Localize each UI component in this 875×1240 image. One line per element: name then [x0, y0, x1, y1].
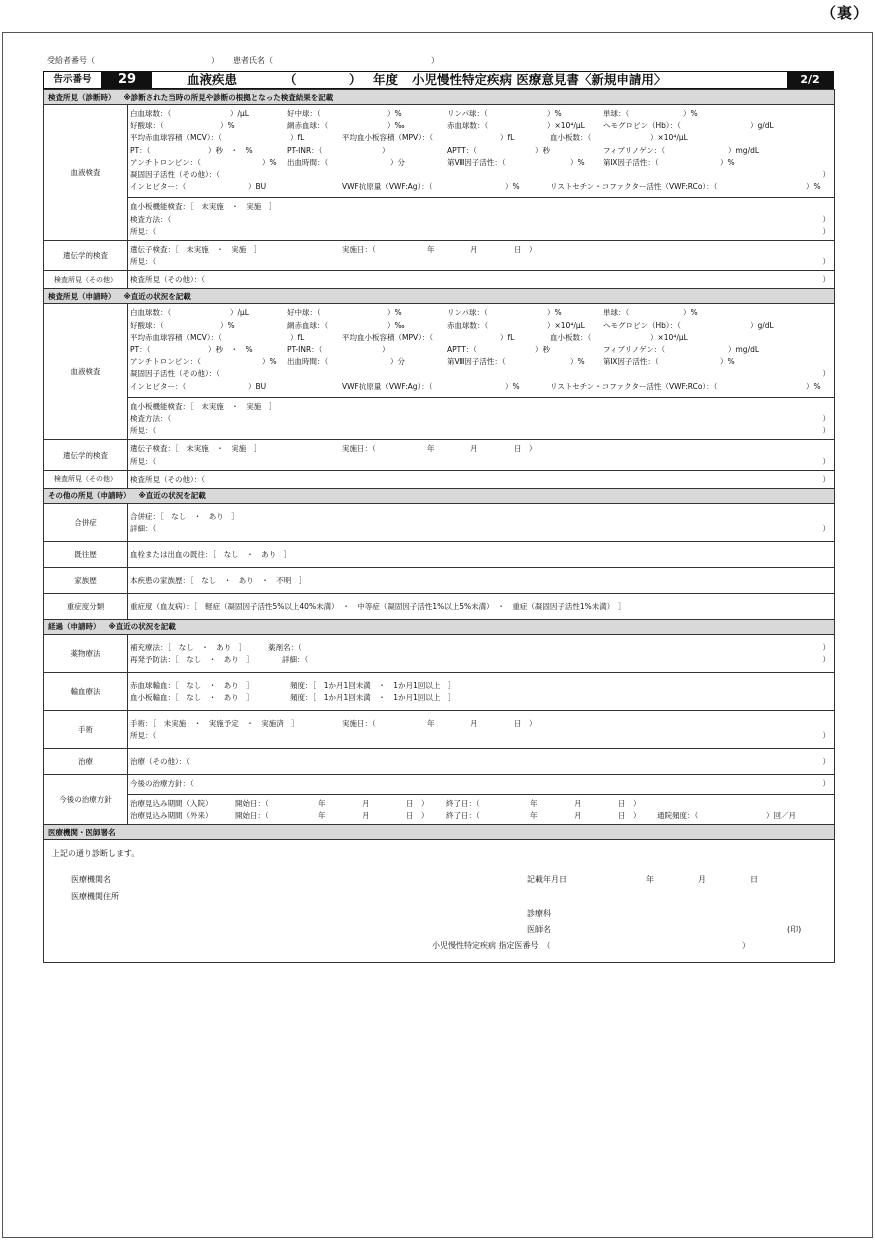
field-text: 血小板機能検査：［ 未実施 ・ 実施 ］ [130, 401, 277, 411]
disease-group: 血液疾患 [187, 72, 238, 87]
field-text: 網赤血球：（ [287, 121, 329, 131]
year-paren-close: ） [349, 72, 362, 87]
field-text: ）fL [290, 133, 305, 143]
field-line[interactable] [130, 320, 830, 332]
field-text: ）% [220, 320, 235, 330]
field-text: 出血時間：（ [287, 357, 329, 367]
fiscal-year-label: 年度 [373, 72, 399, 87]
field-text: ）BU [248, 182, 267, 192]
field-text: 白血球数：（ [130, 109, 172, 118]
family-history-row [44, 567, 835, 593]
field-text: 赤血球数：（ [447, 121, 489, 131]
blood-test-row [44, 105, 835, 241]
field-text: 月 [362, 811, 370, 821]
field-text: ） [382, 345, 390, 354]
field-text: 日 ） [406, 799, 429, 809]
field-text: 血小板輸血：［ なし ・ あり ］ [130, 692, 254, 702]
field-text: 月 [470, 718, 478, 728]
signature-area[interactable] [44, 840, 834, 962]
field-text: 合併症：［ なし ・ あり ］ [130, 511, 239, 521]
severity-label: 重症度分類 [44, 593, 128, 619]
severity-field[interactable] [128, 593, 835, 619]
field-text: ヘモグロビン（Hb）：（ [603, 121, 681, 131]
patient-name-label: 患者氏名（ [233, 56, 273, 65]
field-line[interactable] [130, 718, 830, 730]
field-text: ）‰ [387, 121, 405, 131]
field-text: 検査所見（その他）：（ [130, 275, 205, 285]
field-text: ）/μL [230, 308, 249, 318]
field-text: ） [822, 756, 831, 766]
field-text: 開始日：（ [235, 811, 269, 821]
field-text: 好中球：（ [287, 308, 321, 318]
field-text: ）mg/dL [728, 145, 760, 155]
field-text: 第Ⅸ因子活性：（ [603, 157, 659, 167]
field-text: ）秒 [535, 345, 550, 354]
field-text: ） [822, 169, 831, 179]
notice-number: 29 [102, 72, 152, 88]
field-line[interactable] [130, 181, 830, 193]
field-text: 第Ⅸ因子活性：（ [603, 357, 659, 367]
field-text: PT-INR：（ [287, 145, 323, 155]
field-text: アンチトロンビン：（ [130, 157, 201, 167]
field-line[interactable] [130, 443, 830, 455]
field-line[interactable] [130, 549, 830, 561]
field-text: APTT：（ [447, 145, 477, 155]
field-text: PT：（ [130, 145, 151, 155]
field-text: ） [822, 413, 831, 423]
field-text: 日 ） [618, 799, 641, 809]
field-text: ）% [683, 308, 698, 318]
field-text: PT：（ [130, 345, 151, 354]
field-text: 遺伝子検査：［ 未実施 ・ 実施 ］ [130, 444, 262, 454]
field-text: 年 [318, 811, 326, 821]
field-text: ）秒 ・ % [208, 145, 253, 155]
field-text: リストセチン・コファクター活性（VWF:RCo）：（ [550, 381, 718, 391]
surgery-label: 手術 [44, 710, 128, 748]
field-text: 血小板数：（ [550, 133, 592, 143]
genetic-test-row [44, 440, 835, 470]
section-title: 検査所見（申請時） [48, 291, 116, 301]
field-line[interactable] [130, 132, 830, 144]
field-text: VWF抗原量（VWF:Ag）：（ [342, 182, 433, 192]
field-text: 本疾患の家族歴：［ なし ・ あり ・ 不明 ］ [130, 575, 307, 585]
field-line[interactable] [130, 274, 830, 286]
field-text: 手術：［ 未実施 ・ 実施予定 ・ 実施済 ］ [130, 718, 299, 728]
section-diagnosis [44, 90, 835, 105]
field-text: 平均赤血球容積（MCV）：（ [130, 133, 222, 143]
field-text: ）分 [390, 357, 405, 367]
field-text: ） [822, 226, 831, 236]
field-text: 終了日：（ [446, 811, 480, 821]
field-text: 年 [427, 244, 435, 254]
history-row [44, 541, 835, 567]
treatment-label: 治療 [44, 748, 128, 774]
field-line[interactable] [130, 368, 830, 380]
field-text: ） [822, 369, 831, 379]
field-text: ）% [505, 381, 520, 391]
blood-test-label: 血液検査 [44, 304, 128, 440]
date-month: 月 [698, 875, 706, 885]
field-line[interactable] [130, 730, 830, 742]
field-text: ） [822, 523, 831, 533]
year-paren-open: （ [284, 72, 297, 87]
field-text: ）g/dL [750, 121, 774, 131]
field-text: 再発予防法：［ なし ・ あり ］ [130, 654, 254, 664]
field-text: 凝固因子活性（その他）：（ [130, 369, 220, 379]
field-text: 第Ⅷ因子活性：（ [447, 157, 506, 167]
field-text: 検査方法：（ [130, 214, 172, 224]
medical-opinion-form [43, 55, 834, 963]
field-text: リンパ球：（ [447, 308, 488, 318]
field-text: 重症度（血友病）：［ 軽症（凝固因子活性5%以上40%未満） ・ 中等症（凝固因子活性1%以上5%未満） ・ 重症（凝固因子活性1%未満） ］ [130, 601, 626, 611]
field-line[interactable] [130, 214, 830, 226]
field-text: 月 [574, 811, 582, 821]
field-text: ）% [387, 308, 402, 318]
field-text: ） [382, 145, 390, 155]
field-text: アンチトロンビン：（ [130, 357, 201, 367]
field-line[interactable] [130, 642, 830, 654]
field-text: 通院頻度：（ [657, 811, 699, 821]
field-line[interactable] [130, 575, 830, 587]
institution-name-label: 医療機関名 [71, 875, 111, 885]
field-line[interactable] [130, 244, 830, 256]
field-text: ）×10⁴/μL [547, 121, 585, 131]
field-line[interactable] [130, 356, 830, 368]
field-text: ）秒 [535, 145, 550, 155]
future-plan-fields[interactable] [128, 774, 835, 825]
blood-test-label: 血液検査 [44, 105, 128, 241]
field-text: ）fL [500, 133, 515, 143]
field-text: ）fL [500, 332, 515, 342]
field-line[interactable] [130, 692, 830, 704]
field-text: ）秒 ・ % [208, 345, 253, 354]
field-text: ）g/dL [750, 320, 774, 330]
section-title: 医療機関・医師署名 [48, 827, 116, 837]
recipient-number-label: 受給者番号（ [47, 56, 95, 65]
field-text: 治療（その他）：（ [130, 756, 190, 766]
field-text: 遺伝子検査：［ 未実施 ・ 実施 ］ [130, 244, 262, 254]
genetic-test-label: 遺伝学的検査 [44, 240, 128, 270]
field-line[interactable] [130, 401, 830, 413]
field-text: ）% [547, 109, 562, 118]
severity-row [44, 593, 835, 619]
field-text: 出血時間：（ [287, 157, 329, 167]
family-history-label: 家族歴 [44, 567, 128, 593]
future-plan-row [44, 774, 835, 825]
field-text: 好酸球：（ [130, 320, 164, 330]
field-text: 平均赤血球容積（MCV）：（ [130, 332, 222, 342]
header-line [43, 55, 834, 71]
other-test-row [44, 470, 835, 488]
section-note: ※診断された当時の所見や診断の根拠となった検査結果を記載 [123, 92, 334, 102]
field-text: 今後の治療方針：（ [130, 778, 194, 788]
field-text: ） [822, 642, 831, 652]
blood-test-fields[interactable] [128, 105, 835, 241]
other-test-label: 検査所見（その他） [44, 470, 128, 488]
genetic-test-fields[interactable] [128, 440, 835, 470]
field-text: 月 [362, 799, 370, 809]
field-line[interactable] [130, 680, 830, 692]
field-line[interactable] [130, 332, 830, 344]
family-history-field[interactable] [128, 567, 835, 593]
field-text: 赤血球数：（ [447, 320, 489, 330]
transfusion-fields[interactable] [128, 672, 835, 710]
section-course [44, 619, 835, 634]
field-text: 治療見込み期間（入院） [130, 799, 213, 809]
field-text: ）% [547, 308, 562, 318]
field-text: ）% [220, 121, 235, 131]
field-text: ） [822, 730, 831, 740]
title-bar [43, 71, 834, 89]
field-text: 年 [427, 444, 435, 454]
field-text: インヒビター：（ [130, 381, 187, 391]
drug-therapy-fields[interactable] [128, 634, 835, 672]
section-signature [44, 825, 835, 840]
drug-therapy-label: 薬物療法 [44, 634, 128, 672]
field-text: 赤血球輸血：［ なし ・ あり ］ [130, 680, 254, 690]
field-text: フィブリノゲン：（ [603, 145, 666, 155]
field-line[interactable] [130, 381, 830, 393]
field-text: ） [822, 654, 831, 664]
field-text: ） [822, 778, 831, 788]
other-test-field[interactable] [128, 470, 835, 488]
field-text: ）% [505, 182, 520, 192]
field-text: リストセチン・コファクター活性（VWF:RCo）：（ [550, 182, 718, 192]
field-text: 詳細：（ [282, 654, 309, 664]
field-text: 頻度：［ 1か月1回未満 ・ 1か月1回以上 ］ [290, 692, 456, 702]
field-text: ） [822, 257, 831, 267]
field-text: ）% [720, 357, 735, 367]
field-line[interactable] [130, 256, 830, 268]
field-text: 日 ） [618, 811, 641, 821]
field-text: 白血球数：（ [130, 308, 172, 318]
field-text: 所見：（ [130, 226, 157, 236]
treatment-field[interactable] [128, 748, 835, 774]
field-text: ） [822, 214, 831, 224]
field-text: ）% [570, 357, 585, 367]
field-line[interactable] [130, 145, 830, 157]
field-line[interactable] [130, 798, 830, 810]
field-text: ）分 [390, 157, 405, 167]
other-test-label: 検査所見（その他） [44, 271, 128, 289]
field-text: 日 ） [406, 811, 429, 821]
field-text: ）% [387, 109, 402, 118]
field-text: 検査所見（その他）：（ [130, 474, 205, 484]
page-number: 2/2 [787, 72, 833, 88]
field-text: 単球：（ [603, 109, 630, 118]
surgery-row [44, 710, 835, 748]
history-label: 既往歴 [44, 541, 128, 567]
field-text: 好酸球：（ [130, 121, 164, 131]
field-text: 年 [318, 799, 326, 809]
field-text: 開始日：（ [235, 799, 269, 809]
history-field[interactable] [128, 541, 835, 567]
section-application [44, 289, 835, 304]
field-text: 年 [530, 799, 538, 809]
recipient-number-close: ） [211, 56, 219, 65]
field-text: ） [822, 474, 831, 484]
surgery-fields[interactable] [128, 710, 835, 748]
document-title: 小児慢性特定疾病 医療意見書〈新規申請用〉 [412, 72, 667, 87]
field-text: 月 [470, 244, 478, 254]
field-line[interactable] [130, 307, 830, 319]
field-text: 好中球：（ [287, 109, 321, 118]
field-text: ） [822, 426, 831, 436]
transfusion-label: 輸血療法 [44, 672, 128, 710]
field-text: 日 ） [514, 444, 537, 454]
section-title: 検査所見（診断時） [48, 92, 116, 102]
field-line[interactable] [130, 157, 830, 169]
field-line[interactable] [130, 201, 830, 213]
field-line[interactable] [130, 120, 830, 132]
field-line[interactable] [130, 474, 830, 486]
field-text: 日 ） [514, 718, 537, 728]
field-text: 単球：（ [603, 308, 630, 318]
field-text: 実施日：（ [342, 444, 376, 454]
section-note: ※直近の状況を記載 [123, 291, 191, 301]
diagnosis-statement: 上記の通り診断します。 [52, 849, 140, 859]
section-note: ※直近の状況を記載 [138, 491, 206, 501]
field-text: 薬剤名：（ [268, 642, 302, 652]
field-text: VWF抗原量（VWF:Ag）：（ [342, 381, 433, 391]
field-text: 検査方法：（ [130, 413, 172, 423]
field-line[interactable] [130, 523, 830, 535]
field-text: 補充療法：［ なし ・ あり ］ [130, 642, 247, 652]
field-text: ）% [720, 157, 735, 167]
field-text: 第Ⅷ因子活性：（ [447, 357, 506, 367]
field-line[interactable] [130, 413, 830, 425]
seal-mark: (印) [787, 925, 802, 935]
field-text: 詳細：（ [130, 523, 157, 533]
doctor-name-label: 医師名 [527, 925, 551, 935]
designated-doctor-number-close: ） [742, 941, 750, 951]
section-other-findings [44, 488, 835, 503]
field-text: ） [822, 456, 831, 466]
field-text: 平均血小板容積（MPV）：（ [342, 332, 434, 342]
field-text: ）% [262, 357, 277, 367]
field-text: 血小板機能検査：［ 未実施 ・ 実施 ］ [130, 202, 277, 212]
field-text: 所見：（ [130, 730, 157, 740]
field-text: 網赤血球：（ [287, 320, 329, 330]
complication-label: 合併症 [44, 503, 128, 541]
field-text: 所見：（ [130, 456, 157, 466]
field-text: 月 [574, 799, 582, 809]
field-line[interactable] [130, 756, 830, 768]
field-text: ）% [683, 109, 698, 118]
transfusion-row [44, 672, 835, 710]
field-line[interactable] [130, 654, 830, 666]
complication-fields[interactable] [128, 503, 835, 541]
field-line[interactable] [130, 778, 830, 790]
date-day: 日 [750, 875, 758, 885]
field-text: インヒビター：（ [130, 182, 187, 192]
field-text: 年 [530, 811, 538, 821]
field-line[interactable] [130, 511, 830, 523]
section-title: その他の所見（申請時） [48, 491, 131, 501]
field-text: 凝固因子活性（その他）：（ [130, 169, 220, 179]
field-line[interactable] [130, 456, 830, 468]
field-line[interactable] [130, 169, 830, 181]
field-text: ）×10⁴/μL [650, 133, 688, 143]
field-line[interactable] [130, 226, 830, 238]
field-text: ）×10⁴/μL [650, 332, 688, 342]
field-text: 所見：（ [130, 426, 157, 436]
signature-row [44, 840, 835, 963]
field-text: ）% [806, 381, 821, 391]
field-text: ヘモグロビン（Hb）：（ [603, 320, 681, 330]
field-line[interactable] [130, 810, 830, 822]
genetic-test-fields[interactable] [128, 240, 835, 270]
field-text: ）‰ [387, 320, 405, 330]
field-text: 年 [427, 718, 435, 728]
field-text: 実施日：（ [342, 244, 376, 254]
field-text: ）% [262, 157, 277, 167]
field-text: 所見：（ [130, 257, 157, 267]
field-text: リンパ球：（ [447, 109, 488, 118]
form-table [43, 89, 835, 963]
field-text: 実施日：（ [342, 718, 376, 728]
complication-row [44, 503, 835, 541]
field-text: 治療見込み期間（外来） [130, 811, 213, 821]
back-side-label: （裏） [820, 4, 869, 22]
field-text: ）×10⁴/μL [547, 320, 585, 330]
patient-name-close: ） [431, 56, 439, 65]
blood-test-fields[interactable] [128, 304, 835, 440]
date-written-label: 記載年月日 [527, 875, 567, 885]
future-plan-label: 今後の治療方針 [44, 774, 128, 825]
genetic-test-label: 遺伝学的検査 [44, 440, 128, 470]
designated-doctor-number-label: 小児慢性特定疾病 指定医番号 （ [432, 941, 551, 951]
field-text: 血小板数：（ [550, 332, 592, 342]
section-note: ※直近の状況を記載 [108, 622, 176, 632]
field-text: ）mg/dL [728, 345, 760, 354]
other-test-row [44, 271, 835, 289]
field-text: 平均血小板容積（MPV）：（ [342, 133, 434, 143]
other-test-field[interactable] [128, 271, 835, 289]
field-text: ）fL [290, 332, 305, 342]
field-text: ）BU [248, 381, 267, 391]
field-text: ） [822, 275, 831, 285]
treatment-row [44, 748, 835, 774]
field-text: APTT：（ [447, 345, 477, 354]
field-text: フィブリノゲン：（ [603, 345, 666, 354]
section-title: 経過（申請時） [48, 622, 101, 632]
department-label: 診療科 [527, 909, 551, 919]
field-line[interactable] [130, 108, 830, 120]
field-line[interactable] [130, 425, 830, 437]
field-line[interactable] [130, 344, 830, 356]
field-text: 血栓または出血の既往：［ なし ・ あり ］ [130, 549, 292, 559]
notice-number-label: 告示番号 [44, 72, 102, 88]
date-year: 年 [646, 875, 654, 885]
field-text: 終了日：（ [446, 799, 480, 809]
field-text: 頻度：［ 1か月1回未満 ・ 1か月1回以上 ］ [290, 680, 456, 690]
field-text: ）/μL [230, 109, 249, 118]
drug-therapy-row [44, 634, 835, 672]
field-text: ）回／月 [766, 811, 796, 821]
blood-test-row [44, 304, 835, 440]
field-line[interactable] [130, 601, 830, 613]
field-text: 月 [470, 444, 478, 454]
field-text: ）% [806, 182, 821, 192]
genetic-test-row [44, 240, 835, 270]
field-text: 日 ） [514, 244, 537, 254]
institution-address-label: 医療機関住所 [71, 892, 119, 902]
field-text: ）% [570, 157, 585, 167]
field-text: PT-INR：（ [287, 345, 323, 354]
